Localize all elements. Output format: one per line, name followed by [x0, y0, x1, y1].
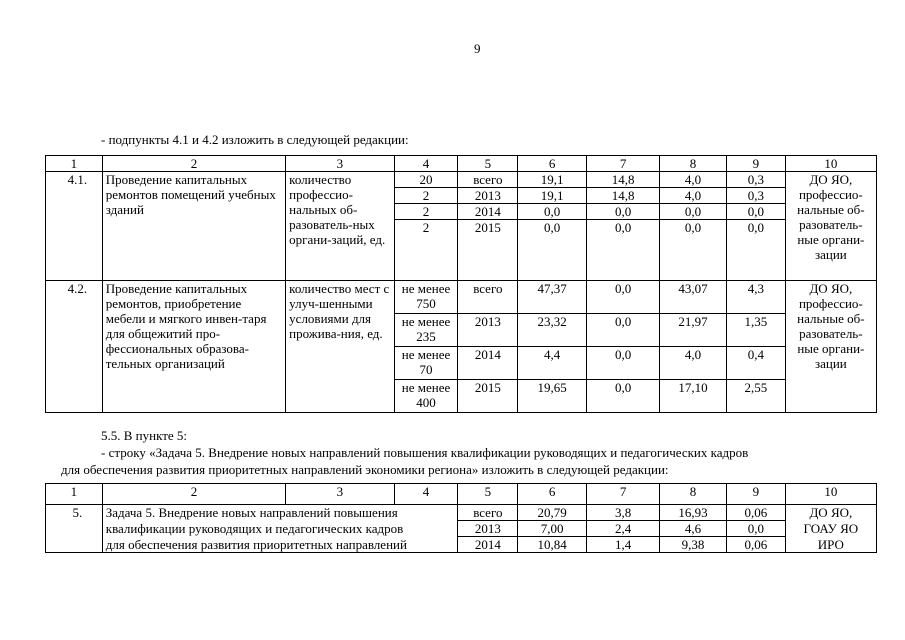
table-subitems-4-1-4-2: [45, 155, 877, 413]
value-cell: 0,06: [726, 505, 785, 521]
value-cell: 0,0: [587, 204, 660, 220]
value-cell: 9,38: [660, 537, 727, 553]
value-cell: 2,4: [587, 521, 660, 537]
header-cell: 1: [46, 484, 103, 505]
indicator-cell: количество профессио-нальных об-разователь-ных органи-заций, ед.: [286, 172, 394, 281]
header-cell: 2: [102, 484, 285, 505]
intro-text: - подпункты 4.1 и 4.2 изложить в следующей редакции:: [101, 132, 409, 147]
row-number: 5.: [46, 505, 103, 553]
table-row: [46, 281, 877, 314]
task-text-line-1: Задача 5. Внедрение новых направлений повышения: [102, 505, 458, 521]
value-cell: 10,84: [518, 537, 587, 553]
value-cell: 19,65: [518, 380, 587, 413]
value-cell: 0,0: [660, 204, 727, 220]
year-cell: 2015: [458, 220, 518, 281]
page-number: 9: [474, 41, 481, 56]
year-cell: 2015: [458, 380, 518, 413]
value-cell: 0,0: [587, 220, 660, 281]
executor-line-2: ГОАУ ЯО: [785, 521, 876, 537]
table-row: [46, 172, 877, 188]
table-task-5: [45, 483, 877, 553]
indicator-cell: количество мест с улуч-шенными условиями для прожива-ния, ед.: [286, 281, 394, 413]
table-row: [46, 505, 877, 521]
executor-line-3: ИРО: [785, 537, 876, 553]
table-header-row: [46, 156, 877, 172]
value-cell: 4,0: [660, 172, 727, 188]
value-cell: 16,93: [660, 505, 727, 521]
value-cell: 47,37: [518, 281, 587, 314]
target-cell: не менее 400: [394, 380, 458, 413]
paragraph-line-1: - строку «Задача 5. Внедрение новых направлений повышения квалификации руководящих и педагогических кадров: [101, 445, 749, 460]
header-cell: 3: [286, 484, 394, 505]
value-cell: 4,6: [660, 521, 727, 537]
header-cell: 8: [660, 484, 727, 505]
value-cell: 14,8: [587, 188, 660, 204]
value-cell: 0,0: [726, 521, 785, 537]
value-cell: 19,1: [518, 172, 587, 188]
header-cell: 6: [518, 156, 587, 172]
year-cell: 2013: [458, 314, 518, 347]
header-cell: 8: [660, 156, 727, 172]
value-cell: 1,4: [587, 537, 660, 553]
target-cell: не менее 750: [394, 281, 458, 314]
executor-line-1: ДО ЯО,: [785, 505, 876, 521]
value-cell: 17,10: [660, 380, 727, 413]
value-cell: 4,3: [726, 281, 785, 314]
row-number: 4.2.: [46, 281, 103, 413]
value-cell: 23,32: [518, 314, 587, 347]
header-cell: 7: [587, 156, 660, 172]
header-cell: 10: [785, 156, 876, 172]
value-cell: 4,0: [660, 347, 727, 380]
year-cell: всего: [458, 281, 518, 314]
value-cell: 4,4: [518, 347, 587, 380]
value-cell: 21,97: [660, 314, 727, 347]
target-cell: 20: [394, 172, 458, 188]
task-text-line-2: квалификации руководящих и педагогических кадров: [102, 521, 458, 537]
year-cell: всего: [458, 172, 518, 188]
table-row: [46, 537, 877, 553]
value-cell: 1,35: [726, 314, 785, 347]
measure-name: Проведение капитальных ремонтов помещений учебных зданий: [102, 172, 285, 281]
year-cell: 2014: [458, 204, 518, 220]
header-cell: 4: [394, 484, 458, 505]
header-cell: 4: [394, 156, 458, 172]
header-cell: 6: [518, 484, 587, 505]
measure-name: Проведение капитальных ремонтов, приобретение мебели и мягкого инвен-таря для общежитий про-фессиональных образова-тельных организаций: [102, 281, 285, 413]
target-cell: не менее 235: [394, 314, 458, 347]
header-cell: 3: [286, 156, 394, 172]
target-cell: 2: [394, 188, 458, 204]
value-cell: 0,06: [726, 537, 785, 553]
value-cell: 0,0: [726, 204, 785, 220]
year-cell: 2013: [458, 521, 518, 537]
target-cell: не менее 70: [394, 347, 458, 380]
value-cell: 0,0: [518, 204, 587, 220]
header-cell: 1: [46, 156, 103, 172]
value-cell: 0,3: [726, 188, 785, 204]
header-cell: 5: [458, 156, 518, 172]
header-cell: 9: [726, 484, 785, 505]
task-text-line-3: для обеспечения развития приоритетных направлений: [102, 537, 458, 553]
year-cell: 2013: [458, 188, 518, 204]
header-cell: 7: [587, 484, 660, 505]
section-5-5-heading: 5.5. В пункте 5:: [101, 428, 188, 443]
year-cell: всего: [458, 505, 518, 521]
row-number: 4.1.: [46, 172, 103, 281]
value-cell: 4,0: [660, 188, 727, 204]
value-cell: 0,0: [726, 220, 785, 281]
value-cell: 0,0: [587, 347, 660, 380]
table-row: [46, 521, 877, 537]
executor-cell: ДО ЯО, профессио-нальные об-разователь-ные органи-зации: [785, 281, 876, 413]
value-cell: 14,8: [587, 172, 660, 188]
paragraph-line-2: для обеспечения развития приоритетных направлений экономики региона» изложить в следующей редакции:: [61, 462, 669, 477]
value-cell: 7,00: [518, 521, 587, 537]
header-cell: 5: [458, 484, 518, 505]
value-cell: 0,0: [587, 281, 660, 314]
header-cell: 2: [102, 156, 285, 172]
value-cell: 20,79: [518, 505, 587, 521]
value-cell: 3,8: [587, 505, 660, 521]
value-cell: 0,0: [587, 380, 660, 413]
table-header-row: [46, 484, 877, 505]
year-cell: 2014: [458, 537, 518, 553]
value-cell: 0,4: [726, 347, 785, 380]
header-cell: 9: [726, 156, 785, 172]
executor-cell: ДО ЯО, профессио-нальные об-разователь-ные органи-зации: [785, 172, 876, 281]
value-cell: 0,0: [660, 220, 727, 281]
value-cell: 0,0: [587, 314, 660, 347]
value-cell: 0,0: [518, 220, 587, 281]
header-cell: 10: [785, 484, 876, 505]
target-cell: 2: [394, 204, 458, 220]
value-cell: 43,07: [660, 281, 727, 314]
year-cell: 2014: [458, 347, 518, 380]
target-cell: 2: [394, 220, 458, 281]
value-cell: 0,3: [726, 172, 785, 188]
value-cell: 2,55: [726, 380, 785, 413]
value-cell: 19,1: [518, 188, 587, 204]
